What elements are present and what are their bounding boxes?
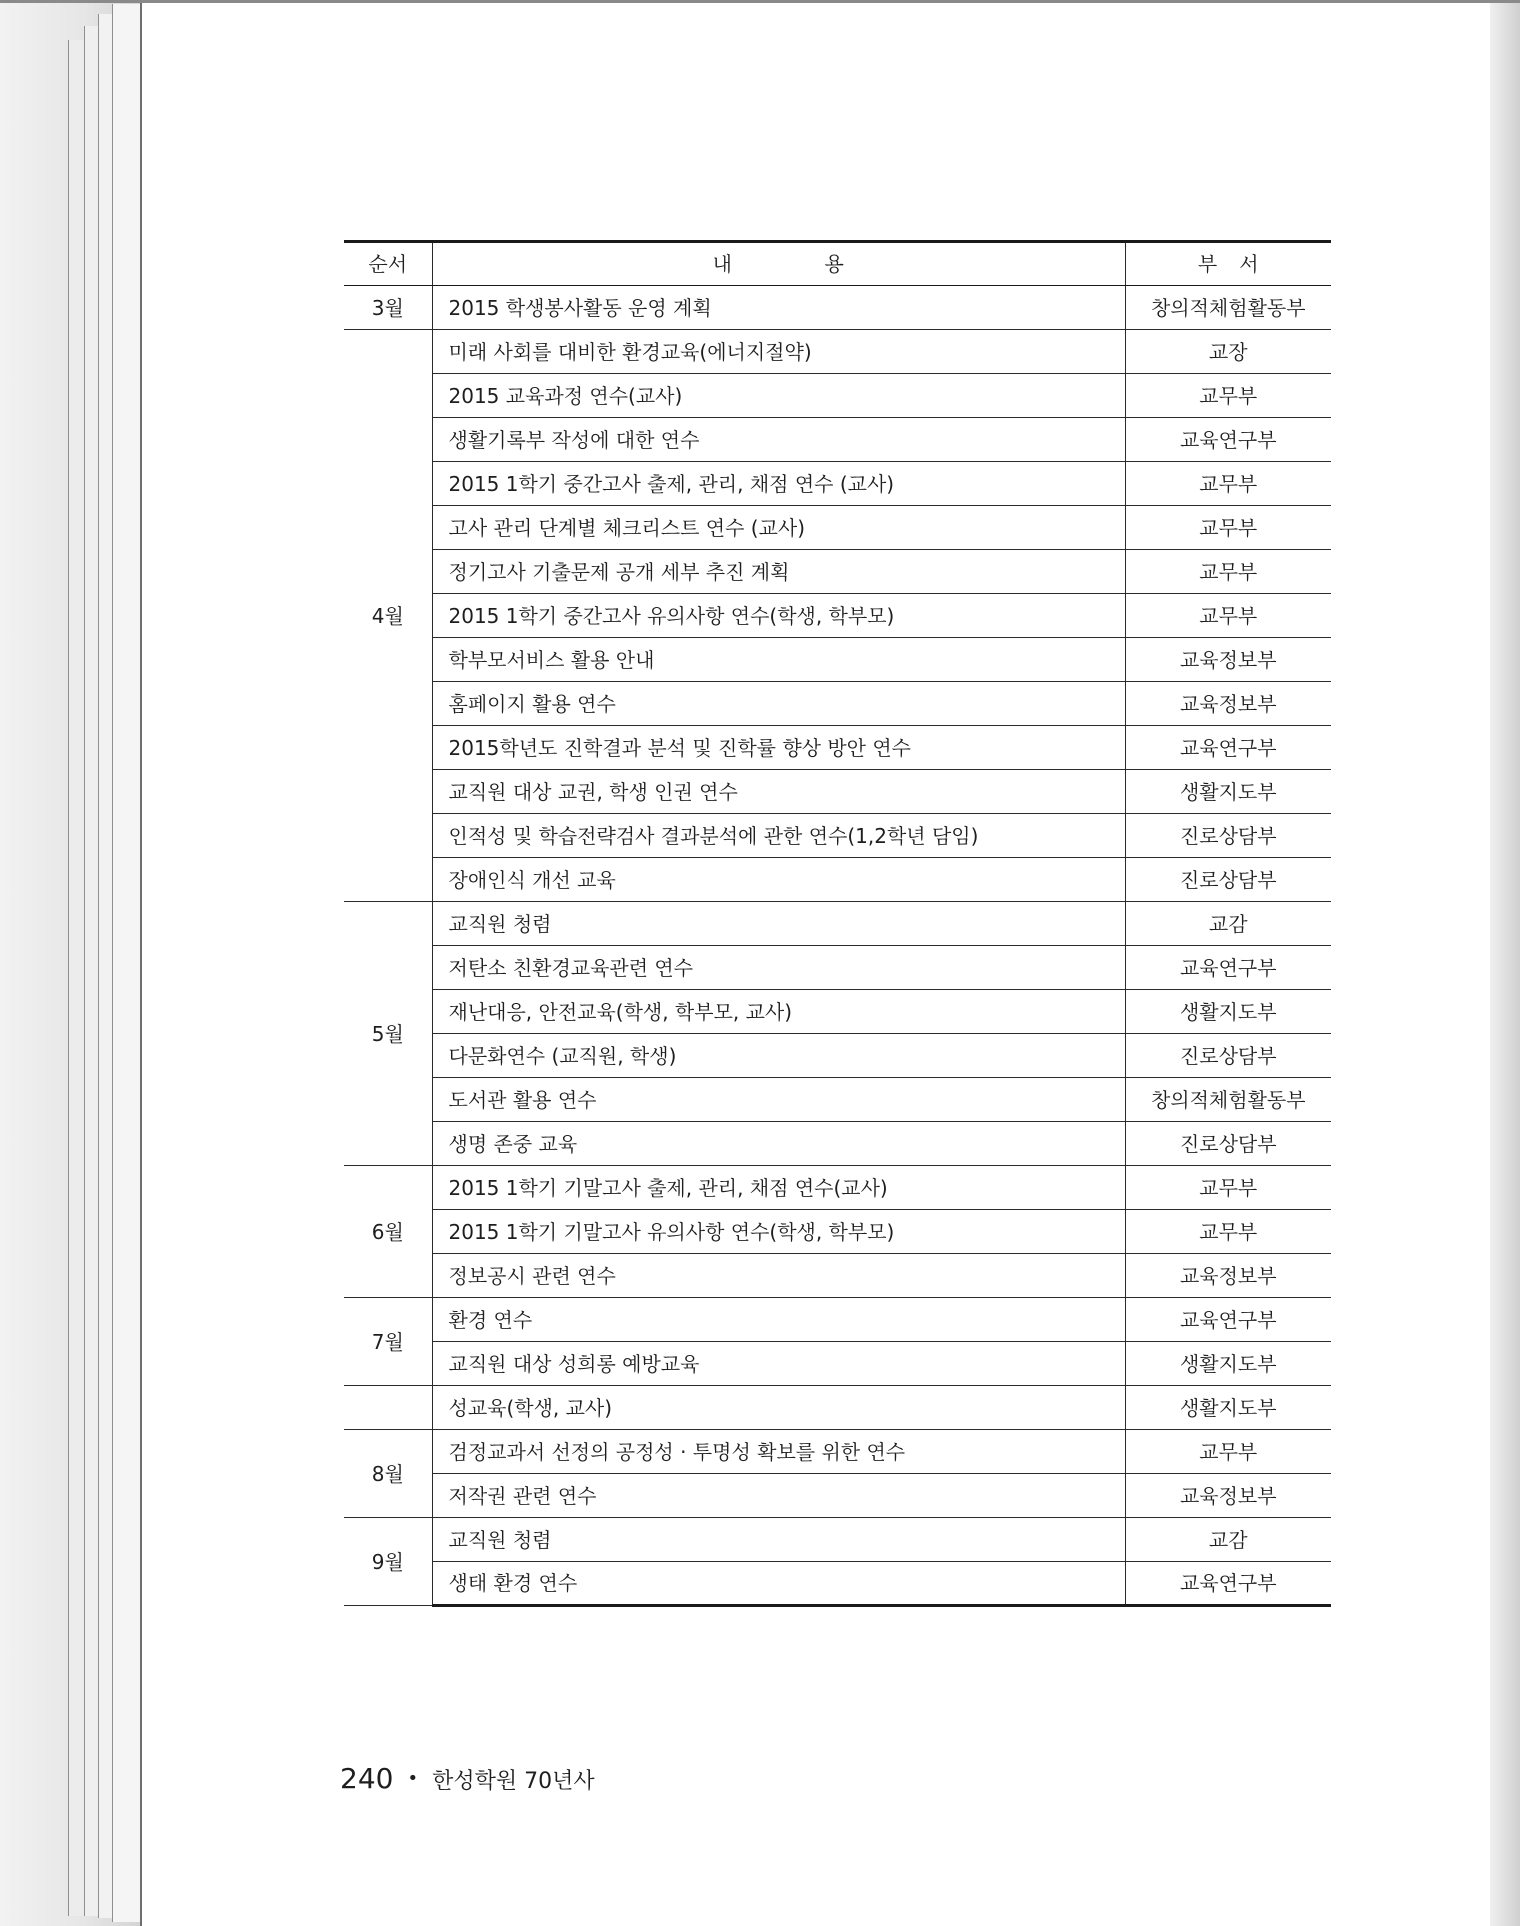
table-row [344,770,1331,814]
header-department [1125,242,1331,286]
content-cell: 2015 1학기 기말고사 유의사항 연수(학생, 학부모) [432,1210,1125,1254]
table-row [344,1562,1331,1606]
department-cell: 생활지도부 [1125,1342,1331,1386]
content-cell: 미래 사회를 대비한 환경교육(에너지절약) [432,330,1125,374]
table-row [344,1298,1331,1342]
table-row [344,726,1331,770]
department-cell: 진로상담부 [1125,1122,1331,1166]
page-footer [340,1762,595,1795]
table-row [344,1078,1331,1122]
content-cell: 2015 교육과정 연수(교사) [432,374,1125,418]
table-body [344,286,1331,1606]
content-cell: 저작권 관련 연수 [432,1474,1125,1518]
department-cell: 교무부 [1125,506,1331,550]
table-row [344,1342,1331,1386]
department-cell: 생활지도부 [1125,770,1331,814]
table-row [344,506,1331,550]
department-cell: 교감 [1125,902,1331,946]
department-cell: 교육정보부 [1125,1474,1331,1518]
content-cell: 교직원 대상 교권, 학생 인권 연수 [432,770,1125,814]
content-cell: 정기고사 기출문제 공개 세부 추진 계획 [432,550,1125,594]
month-cell: 9월 [344,1518,432,1606]
department-cell: 창의적체험활동부 [1125,1078,1331,1122]
content-cell: 홈페이지 활용 연수 [432,682,1125,726]
table-row [344,1166,1331,1210]
department-cell: 교무부 [1125,1430,1331,1474]
table-row [344,462,1331,506]
header-order: 순서 [344,242,432,286]
content-cell: 생명 존중 교육 [432,1122,1125,1166]
content-cell: 저탄소 친환경교육관련 연수 [432,946,1125,990]
table-row [344,1254,1331,1298]
department-cell: 교무부 [1125,374,1331,418]
table-header-row [344,242,1331,286]
table-row [344,902,1331,946]
table-row [344,682,1331,726]
header-dept-char: 서 [1239,252,1259,276]
department-cell: 교육연구부 [1125,946,1331,990]
department-cell: 교무부 [1125,462,1331,506]
content-cell: 도서관 활용 연수 [432,1078,1125,1122]
table-row [344,286,1331,330]
content-cell: 2015 학생봉사활동 운영 계획 [432,286,1125,330]
department-cell: 생활지도부 [1125,1386,1331,1430]
department-cell: 교육연구부 [1125,726,1331,770]
table-row [344,550,1331,594]
book-title: 한성학원 70년사 [432,1769,595,1794]
month-cell: 4월 [344,330,432,902]
content-cell: 생태 환경 연수 [432,1562,1125,1606]
department-cell: 교육연구부 [1125,1298,1331,1342]
month-cell: 7월 [344,1298,432,1386]
table-row [344,814,1331,858]
content-cell: 다문화연수 (교직원, 학생) [432,1034,1125,1078]
content-cell: 성교육(학생, 교사) [432,1386,1125,1430]
content-cell: 2015 1학기 중간고사 유의사항 연수(학생, 학부모) [432,594,1125,638]
table-row [344,330,1331,374]
header-dept-char: 부 [1197,252,1218,276]
department-cell: 교무부 [1125,1166,1331,1210]
table-row [344,858,1331,902]
page-number: 240 [340,1762,394,1795]
department-cell: 교육연구부 [1125,418,1331,462]
table-row [344,1386,1331,1430]
department-cell: 교장 [1125,330,1331,374]
content-cell: 2015 1학기 기말고사 출제, 관리, 채점 연수(교사) [432,1166,1125,1210]
table-row [344,1474,1331,1518]
content-cell: 검정교과서 선정의 공정성 · 투명성 확보를 위한 연수 [432,1430,1125,1474]
table-row [344,374,1331,418]
table-row [344,418,1331,462]
table-row [344,946,1331,990]
department-cell: 교육정보부 [1125,1254,1331,1298]
schedule-table [344,240,1331,1607]
department-cell: 교무부 [1125,550,1331,594]
content-cell: 인적성 및 학습전략검사 결과분석에 관한 연수(1,2학년 담임) [432,814,1125,858]
month-cell: 8월 [344,1430,432,1518]
page-stack-edge [112,4,141,1922]
department-cell: 진로상담부 [1125,1034,1331,1078]
table-row [344,1122,1331,1166]
table-row [344,1034,1331,1078]
content-cell: 정보공시 관련 연수 [432,1254,1125,1298]
month-cell: 6월 [344,1166,432,1298]
department-cell: 교육정보부 [1125,682,1331,726]
department-cell: 생활지도부 [1125,990,1331,1034]
header-content [432,242,1125,286]
header-content-char: 용 [824,252,845,276]
table-row [344,1518,1331,1562]
content-cell: 2015 1학기 중간고사 출제, 관리, 채점 연수 (교사) [432,462,1125,506]
department-cell: 교무부 [1125,1210,1331,1254]
content-cell: 교직원 청렴 [432,1518,1125,1562]
table-row [344,638,1331,682]
content-cell: 장애인식 개선 교육 [432,858,1125,902]
page-shadow-right [1490,0,1520,1926]
table-row [344,594,1331,638]
department-cell: 교감 [1125,1518,1331,1562]
header-content-char: 내 [712,252,733,276]
month-cell: 3월 [344,286,432,330]
content-cell: 생활기록부 작성에 대한 연수 [432,418,1125,462]
department-cell: 교무부 [1125,594,1331,638]
department-cell: 교육연구부 [1125,1562,1331,1606]
month-cell [344,1386,432,1430]
content-cell: 2015학년도 진학결과 분석 및 진학률 향상 방안 연수 [432,726,1125,770]
content-cell: 교직원 청렴 [432,902,1125,946]
department-cell: 진로상담부 [1125,814,1331,858]
content-cell: 교직원 대상 성희롱 예방교육 [432,1342,1125,1386]
table-row [344,1430,1331,1474]
content-cell: 학부모서비스 활용 안내 [432,638,1125,682]
content-cell: 재난대응, 안전교육(학생, 학부모, 교사) [432,990,1125,1034]
page-top-border [0,0,1520,3]
content-cell: 고사 관리 단계별 체크리스트 연수 (교사) [432,506,1125,550]
department-cell: 교육정보부 [1125,638,1331,682]
department-cell: 창의적체험활동부 [1125,286,1331,330]
month-cell: 5월 [344,902,432,1166]
table-row [344,990,1331,1034]
footer-bullet: • [407,1768,419,1789]
department-cell: 진로상담부 [1125,858,1331,902]
table-row [344,1210,1331,1254]
content-cell: 환경 연수 [432,1298,1125,1342]
